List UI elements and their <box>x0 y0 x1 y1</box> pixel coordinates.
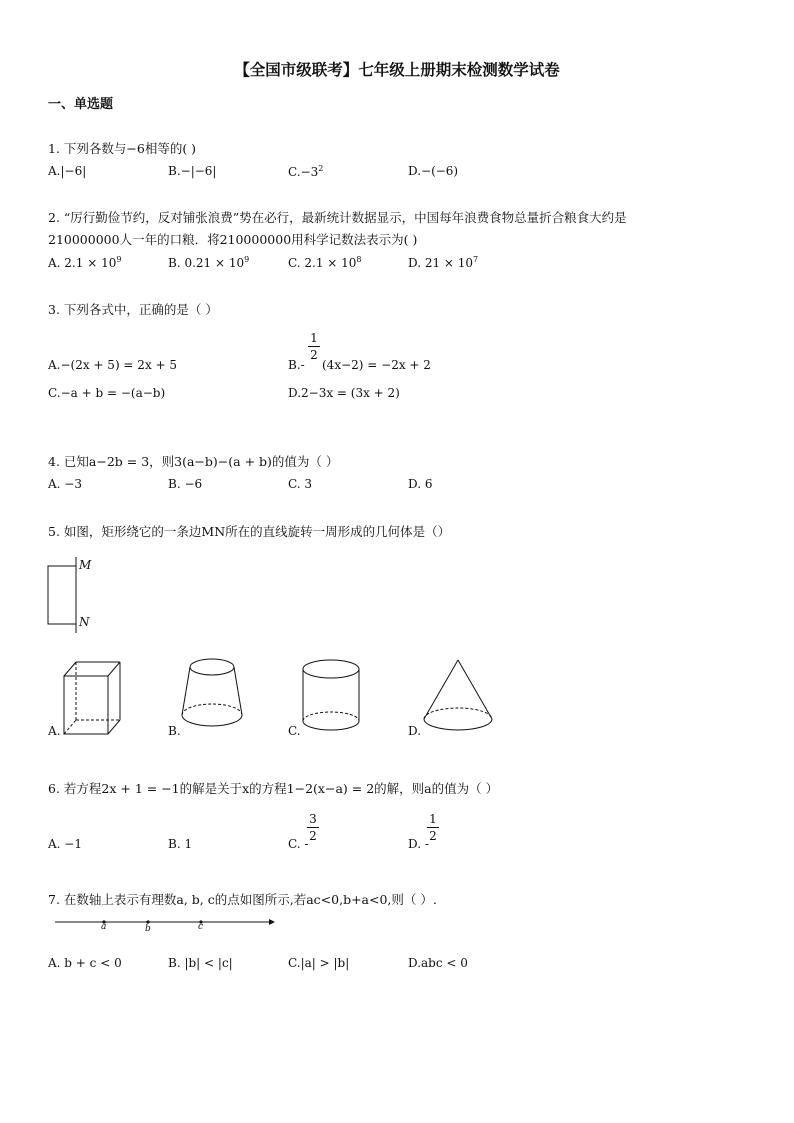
label-m: M <box>79 558 92 572</box>
q1-option-b: B.−|−6| <box>168 164 217 178</box>
q6-option-d-prefix: D. - <box>408 837 429 851</box>
cuboid-figure <box>58 658 128 738</box>
section-heading: 一、单选题 <box>48 97 114 112</box>
fraction-bar <box>307 827 319 828</box>
question-3-stem: 3. 下列各式中，正确的是（ ） <box>48 302 218 317</box>
q5-option-d: D. <box>408 724 422 738</box>
q4-option-b: B. −6 <box>168 477 203 491</box>
q2-option-a: A. $2.1 \times 10^9$ <box>48 255 122 270</box>
q4-option-a: A. −3 <box>48 477 82 491</box>
point-label-b: b <box>145 924 151 934</box>
q7-option-b: B. |b| < |c| <box>168 956 233 970</box>
question-2-stem-line2: 210000000人一年的口粮．将210000000用科学记数法表示为( ) <box>48 232 418 247</box>
q6-option-c-fraction <box>307 812 319 843</box>
fraction-bar <box>308 346 320 347</box>
q6-option-c-prefix: C. - <box>288 837 309 851</box>
question-4-stem: 4. 已知a−2b = 3，则3(a−b)−(a + b)的值为（ ） <box>48 454 339 469</box>
q6-option-a: A. −1 <box>48 837 82 851</box>
q5-option-c: C. <box>288 724 301 738</box>
q1-option-c: $C.-3^2$ <box>288 164 324 179</box>
q3-option-a: A.−(2x + 5) = 2x + 5 <box>48 358 178 372</box>
cone-figure <box>420 657 496 741</box>
q3-option-d: D.2−3x = (3x + 2) <box>288 386 400 400</box>
q3-option-b-prefix: B.- <box>288 358 305 372</box>
q7-option-c: C.|a| > |b| <box>288 956 350 970</box>
question-7-stem: 7. 在数轴上表示有理数a, b, c的点如图所示,若ac<0,b+a<0,则（ ）. <box>48 892 437 907</box>
question-1-stem: 1. 下列各数与−6相等的( ) <box>48 141 197 156</box>
q3-option-c: C.−a + b = −(a−b) <box>48 386 166 400</box>
fraction-numerator: 3 <box>309 812 317 826</box>
q7-option-a: A. b + c < 0 <box>48 956 122 970</box>
fraction-numerator: 1 <box>429 812 437 826</box>
q5-option-a: A. <box>48 724 61 738</box>
q3-option-b-rest: (4x−2) = −2x + 2 <box>322 358 431 372</box>
frustum-figure <box>178 655 248 740</box>
fraction-bar <box>427 827 439 828</box>
point-label-c: c <box>198 922 204 932</box>
number-line-figure <box>55 914 277 936</box>
q2-option-d: D. $21 \times 10^7$ <box>408 255 479 270</box>
q5-option-b: B. <box>168 724 181 738</box>
fraction-denominator: 2 <box>310 348 318 362</box>
cylinder-figure <box>300 657 366 741</box>
point-label-a: a <box>101 922 107 932</box>
question-6-stem: 6. 若方程2x + 1 = −1的解是关于x的方程1−2(x−a) = 2的解，则a的值为（ ） <box>48 781 499 796</box>
q7-option-d: D.abc < 0 <box>408 956 468 970</box>
page-title: 【全国市级联考】七年级上册期末检测数学试卷 <box>234 61 560 79</box>
q2-option-c: C. $2.1 \times 10^8$ <box>288 255 362 270</box>
q2-option-b: B. $0.21 \times 10^9$ <box>168 255 250 270</box>
q6-option-b: B. 1 <box>168 837 193 851</box>
fraction-numerator: 1 <box>310 331 318 345</box>
label-n: N <box>79 615 90 629</box>
question-2-stem-line1: 2. “厉行勤俭节约，反对铺张浪费”势在必行，最新统计数据显示，中国每年浪费食物总量折合粮食大约是 <box>48 210 627 225</box>
q4-option-c: C. 3 <box>288 477 313 491</box>
fraction-denominator: 2 <box>309 829 317 843</box>
question-5-stem: 5. 如图，矩形绕它的一条边MN所在的直线旋转一周形成的几何体是（） <box>48 524 451 539</box>
rectangle-shape <box>48 566 76 624</box>
number-line-arrow <box>269 919 275 925</box>
fraction-denominator: 2 <box>429 829 437 843</box>
q4-option-d: D. 6 <box>408 477 433 491</box>
q1-option-d: D.−(−6) <box>408 164 459 178</box>
q3-option-b-fraction <box>308 331 320 362</box>
q1-option-a: A.|−6| <box>48 164 87 178</box>
q6-option-d-fraction <box>427 812 439 843</box>
